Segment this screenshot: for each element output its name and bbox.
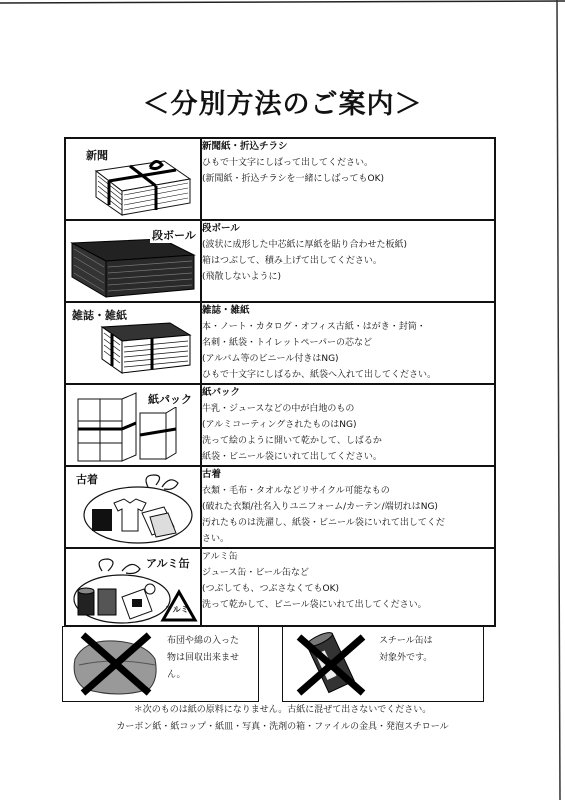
- illustration-cell: [65, 548, 201, 626]
- item-heading: 新聞紙・折込チラシ: [202, 141, 288, 152]
- note-not-paper: ＊次のものは紙の原料になりません。古紙に混ぜて出さないでください。: [133, 705, 432, 715]
- description-cell: [201, 466, 495, 548]
- description-line: (新聞紙・折込チラシを一緒にしばってもOK): [202, 174, 385, 184]
- description-line: 物は回収出来ませ: [167, 653, 240, 663]
- category-label: 新聞: [86, 149, 108, 162]
- description-line: 牛乳・ジュースなどの中が白地のもの: [202, 404, 355, 414]
- description-line: (破れた衣類/社名入りユニフォーム/カーテン/端切れはNG): [202, 502, 438, 512]
- item-heading: 古着: [202, 469, 222, 480]
- illustration-cell: [65, 384, 201, 466]
- note-excluded-items: カーボン紙・紙コップ・紙皿・写真・洗剤の箱・ファイルの金具・発泡スチロール: [116, 722, 449, 732]
- table-row: [65, 302, 495, 384]
- description-line: 紙袋・ビニール袋にいれて出してください。: [202, 452, 382, 462]
- illustration-cell: [65, 220, 201, 302]
- sorting-table: [64, 137, 496, 627]
- description-line: ひもで十文字にしばるか、紙袋へ入れて出してください。: [202, 370, 437, 380]
- description-line: (波状に成形した中芯紙に厚紙を貼り合わせた板紙): [202, 240, 408, 250]
- description-line: 汚れたものは洗濯し、紙袋・ビニール袋にいれて出してくだ: [202, 518, 445, 528]
- description-line: スチール缶は: [379, 636, 433, 646]
- illustration-cell: [65, 302, 201, 384]
- description-line: (アルミコーティングされたものはNG): [202, 420, 357, 430]
- description-line: さい。: [202, 534, 230, 544]
- excluded-box-steel-can: [282, 626, 484, 702]
- category-label: 紙パック: [148, 393, 192, 406]
- description-line: 本・ノート・カタログ・オフィス古紙・はがき・封筒・: [202, 322, 426, 332]
- description-line: 布団や綿の入った: [167, 636, 240, 646]
- description-cell: [201, 384, 495, 466]
- category-label: 雑誌・雑紙: [72, 309, 127, 322]
- item-heading: アルミ缶: [202, 552, 238, 562]
- excluded-text: [167, 633, 239, 684]
- item-heading: 紙パック: [202, 387, 241, 398]
- table-row: [65, 548, 495, 626]
- item-heading: 雑誌・雑紙: [202, 305, 250, 316]
- category-label: 段ボール: [152, 229, 196, 242]
- description-line: 対象外です。: [379, 653, 433, 663]
- illustration-cell: [65, 466, 201, 548]
- description-line: ん。: [167, 670, 186, 680]
- description-line: 箱はつぶして、積み上げて出してください。: [202, 256, 382, 266]
- description-line: 洗って乾かして、ビニール袋にいれて出してください。: [202, 600, 427, 610]
- table-row: [65, 138, 495, 220]
- description-cell: [201, 138, 495, 220]
- description-line: 洗って絵のように開いて乾かして、しばるか: [202, 436, 382, 446]
- description-line: 衣類・毛布・タオルなどリサイクル可能なもの: [202, 486, 390, 496]
- description-cell: [201, 220, 495, 302]
- description-line: (飛散しないように): [202, 272, 282, 282]
- futon-crossed-icon: [69, 631, 161, 697]
- table-row: [65, 384, 495, 466]
- description-line: ジュース缶・ビール缶など: [202, 568, 309, 578]
- page-title: ＜分別方法のご案内＞: [142, 89, 423, 120]
- description-line: (アルバム等のビニール付きはNG): [202, 354, 339, 364]
- category-label: 古着: [76, 473, 98, 486]
- excluded-text: [379, 633, 433, 667]
- excluded-box-futon: [62, 626, 259, 702]
- category-label: アルミ缶: [146, 557, 190, 570]
- table-row: [65, 220, 495, 302]
- description-line: (つぶしても、つぶさなくてもOK): [202, 584, 340, 594]
- description-cell: [201, 548, 495, 626]
- description-line: 名刺・紙袋・トイレットペーパーの芯など: [202, 338, 373, 348]
- item-heading: 段ボール: [202, 223, 240, 234]
- description-cell: [201, 302, 495, 384]
- recycle-mark-text: アルミ: [165, 605, 189, 614]
- steel-can-crossed-icon: [291, 631, 371, 697]
- description-line: ひもで十文字にしばって出してください。: [202, 158, 374, 168]
- table-row: [65, 466, 495, 548]
- illustration-cell: [65, 138, 201, 220]
